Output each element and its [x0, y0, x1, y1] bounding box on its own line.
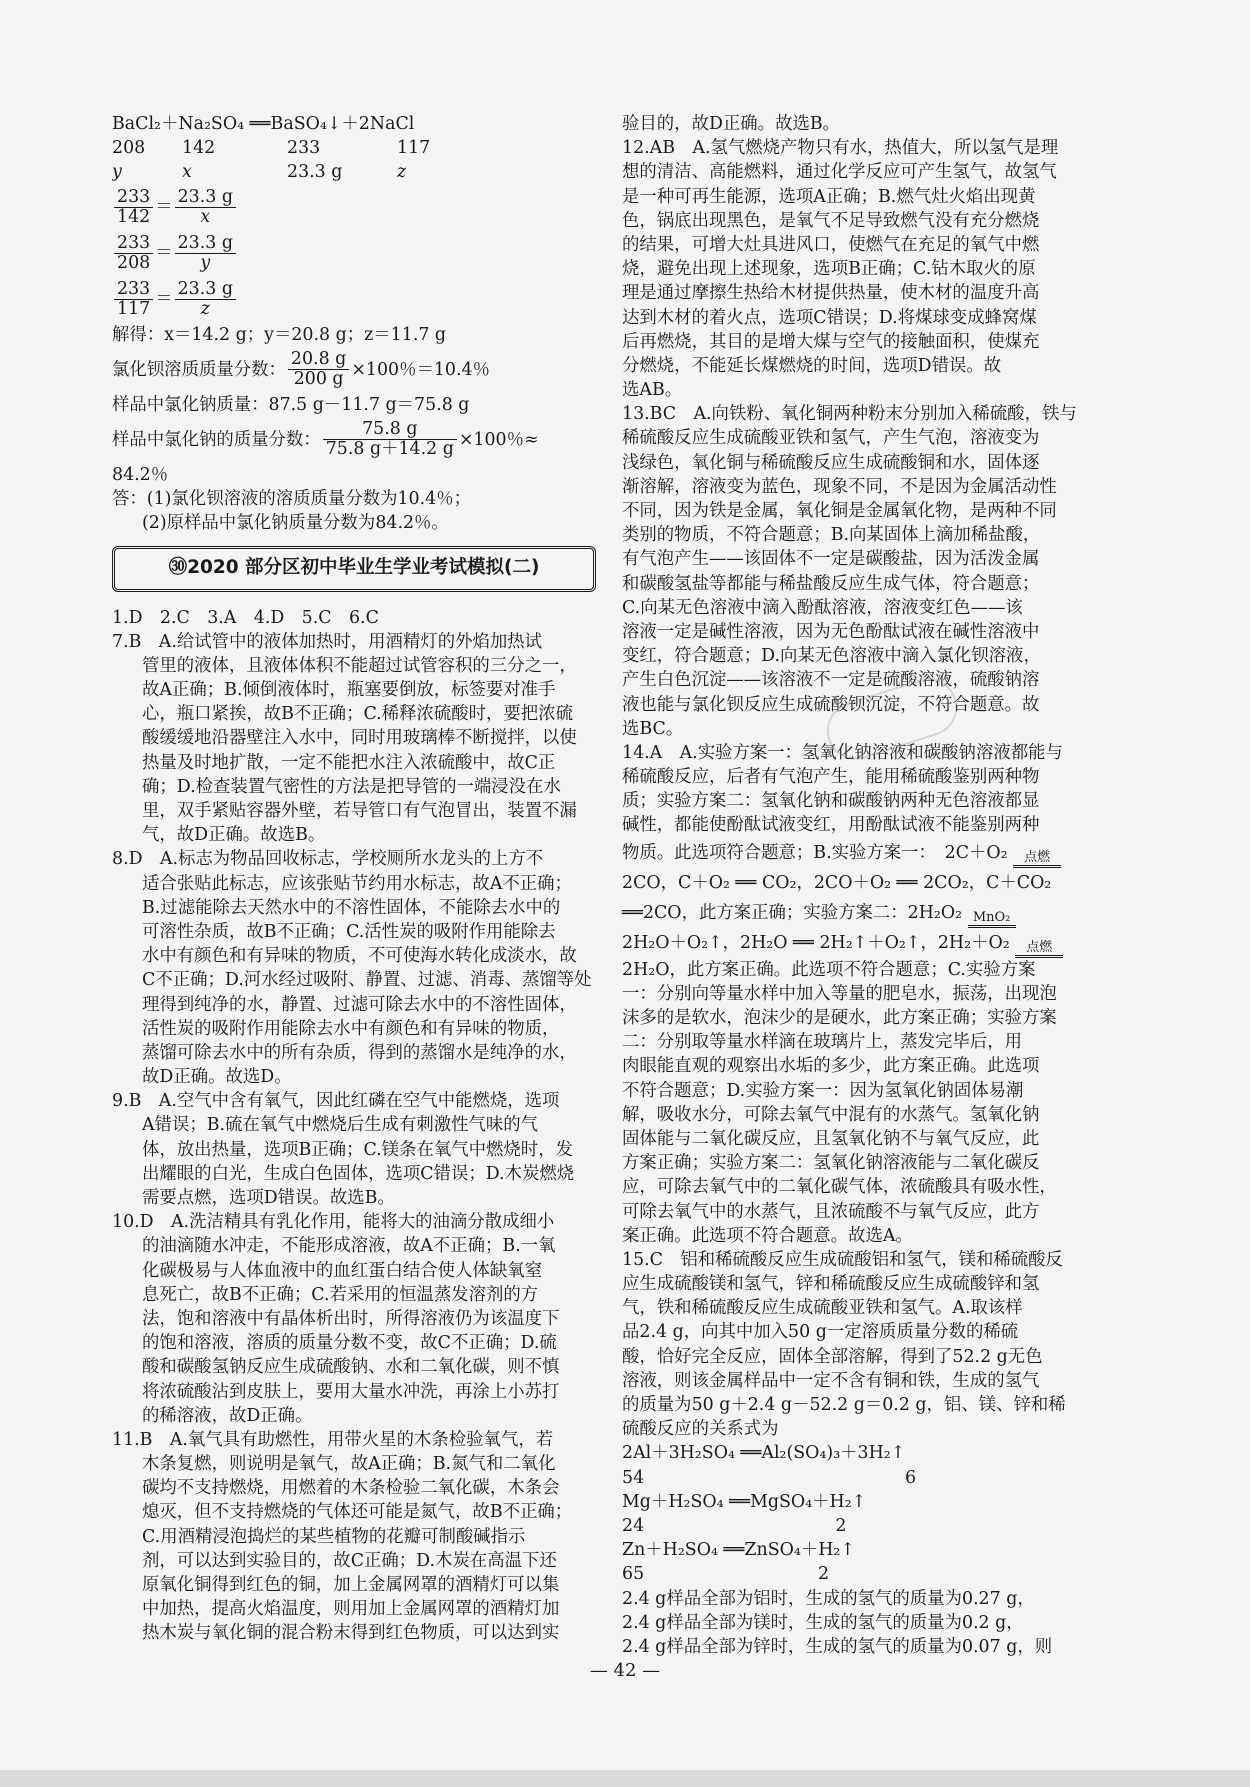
explanation-line: 溶液一定是碱性溶液，因为无色酚酞试液在碱性溶液中	[622, 621, 1040, 642]
explanation-line: 将浓硫酸沾到皮肤上，要用大量水冲洗，再涂上小苏打	[142, 1381, 560, 1402]
explanation-line: 气，故D正确。故选B。	[142, 825, 326, 846]
explanation-line: Mg＋H₂SO₄ ══MgSO₄＋H₂↑	[622, 1491, 867, 1512]
explanation-line: 类别的物质，不符合题意；B.向某固体上滴加稀盐酸，	[622, 525, 1041, 546]
explanation-line: 的质量为50 g＋2.4 g－52.2 g＝0.2 g，铝、镁、锌和稀	[622, 1395, 1066, 1415]
equation-line-1: 物质。此选项符合题意；B.实验方案一： 2C＋O₂ 点燃	[622, 838, 1162, 868]
explanation-line: 达到木材的着火点，选项C错误；D.将煤球变成蜂窝煤	[622, 307, 1037, 328]
ratio-equation-x: $\frac{233}{142}$ ＝ $\frac{23.3 g}{x}$	[112, 185, 607, 231]
explanation-line: 的油滴随水冲走，不能形成溶液，故A不正确；B.一氧	[142, 1236, 556, 1257]
condition-catalyst: MnO₂	[968, 911, 1016, 928]
explanation-line: 碳均不支持燃烧，用燃着的木条检验二氧化碳，木条会	[142, 1478, 560, 1499]
explanation-line: 54 6	[622, 1467, 917, 1488]
explanation-line: 里，双手紧贴容器外壁，若导管口有气泡冒出，装置不漏	[142, 801, 577, 821]
explanation-line: 管里的液体，且液体体积不能超过试管容积的三分之一，	[142, 655, 577, 676]
explanation-line: C.用酒精浸泡捣烂的某些植物的花瓣可制酸碱指示	[142, 1526, 526, 1547]
explanation-line: 溶液，则该金属样品中一定不含有铜和铁，生成的氢气	[622, 1370, 1040, 1391]
explanation-line: 是一种可再生能源，选项A正确；B.燃气灶火焰出现黄	[622, 186, 1036, 207]
equation-line-4: 2H₂O＋O₂↑，2H₂O ══ 2H₂↑＋O₂↑，2H₂＋O₂ 点燃	[622, 928, 1162, 958]
explanation-line: 理是通过摩擦生热给木材提供热量，使木材的温度升高	[622, 283, 1040, 304]
explanation-line: 体，放出热量，选项B正确；C.镁条在氧气中燃烧时，发	[142, 1139, 573, 1160]
explanation-line: 13.BC A.向铁粉、氧化铜两种粉末分别加入稀硫酸，铁与	[622, 404, 1077, 425]
explanation-line: C不正确；D.河水经过吸附、静置、过滤、消毒、蒸馏等处	[142, 970, 592, 991]
solution-values: 解得：x＝14.2 g；y＝20.8 g；z＝11.7 g	[112, 324, 447, 345]
condition-ignite-2: 点燃	[1015, 941, 1063, 958]
explanation-line: 8.D A.标志为物品回收标志，学校厕所水龙头的上方不	[112, 849, 544, 870]
explanation-line: 12.AB A.氢气燃烧产物只有水，热值大，所以氢气是理	[622, 138, 1059, 159]
scan-edge	[0, 1770, 1250, 1787]
explanation-line: 产生白色沉淀——该溶液不一定是硫酸溶液，硫酸钠溶	[622, 670, 1040, 691]
explanation-line: 烧，避免出现上述现象，选项B正确；C.钻木取火的原	[622, 259, 1036, 280]
explanation-line: 适合张贴此标志，应该张贴节约用水标志，故A不正确；	[142, 873, 572, 894]
reaction-equation: BaCl₂＋Na₂SO₄ ══BaSO₄↓＋2NaCl	[112, 114, 415, 134]
explanation-line: 65 2	[622, 1564, 830, 1585]
explanation-line: 熄灭，但不支持燃烧的气体还可能是氮气，故B不正确；	[142, 1502, 573, 1523]
explanation-line: 原氧化铜得到红色的铜，加上金属网罩的酒精灯可以集	[142, 1575, 560, 1595]
explanation-line: 后再燃烧，其目的是增大煤与空气的接触面积，使煤充	[622, 331, 1040, 352]
explanation-line: 浅绿色，氧化铜与稀硫酸反应生成硫酸铜和水，固体逐	[622, 452, 1040, 473]
condition-ignite: 点燃	[1013, 851, 1061, 868]
explanation-line: 品2.4 g，向其中加入50 g一定溶质质量分数的稀硫	[622, 1322, 1019, 1343]
explanation-line: 和碳酸氢盐等都能与稀盐酸反应生成气体，符合题意；	[622, 573, 1040, 594]
explanation-line: 2.4 g样品全部为镁时，生成的氢气的质量为0.2 g，	[622, 1612, 1024, 1633]
explanation-line: 故D正确。故选D。	[142, 1067, 292, 1088]
explanation-line: 分燃烧，不能延长煤燃烧的时间，选项D错误。故	[622, 355, 1002, 376]
explanation-line: 不符合题意；D.实验方案一：因为氢氧化钠固体易潮	[622, 1080, 1024, 1101]
nacl-fraction-result: 84.2％	[112, 464, 169, 485]
explanation-line: 验目的，故D正确。故选B。	[622, 114, 841, 134]
explanation-line: 有气泡产生——该固体不一定是碳酸盐，因为活泼金属	[622, 549, 1040, 570]
explanation-line: 14.A A.实验方案一：氢氧化钠溶液和碳酸钠溶液都能与	[622, 742, 1063, 763]
explanation-line: 解，吸收水分，可除去氧气中混有的水蒸气。氢氧化钠	[622, 1104, 1040, 1125]
explanation-line: 液也能与氯化钡反应生成硫酸钡沉淀，不符合题意。故	[622, 694, 1040, 715]
bacl2-mass-fraction: 氯化钡溶质质量分数： $\frac{20.8 g}{200 g}$ ×100％＝10.4％	[112, 349, 490, 390]
explanation-line: 24 2	[622, 1515, 847, 1536]
explanation-line: 法，饱和溶液中有晶体析出时，所得溶液仍为该温度下	[142, 1308, 560, 1329]
explanation-line: 10.D A.洗洁精具有乳化作用，能将大的油滴分散成细小	[112, 1212, 555, 1233]
page-number: — 42 —	[589, 1660, 661, 1681]
left-column	[112, 112, 607, 1646]
explanation-line: 水中有颜色和有异味的物质，不可使海水转化成淡水，故	[142, 946, 577, 967]
explanation-line: 沫多的是软水，泡沫少的是硬水，此方案正确；实验方案	[622, 1008, 1057, 1028]
explanation-line: 稀硫酸反应生成硫酸亚铁和氢气，产生气泡，溶液变为	[622, 428, 1040, 449]
explanation-line: 心，瓶口紧挨，故B不正确；C.稀释浓硫酸时，要把浓硫	[142, 704, 573, 725]
explanation-line: 硫酸反应的关系式为	[622, 1419, 779, 1440]
answer-line-1: 答：(1)氯化钡溶液的溶质质量分数为10.4％；	[112, 489, 471, 510]
explanation-line: B.过滤能除去天然水中的不溶性固体，不能除去水中的	[142, 897, 561, 918]
explanation-line: 酸和碳酸氢钠反应生成硫酸钠、水和二氧化碳，则不慎	[142, 1357, 560, 1378]
explanation-line: 应生成硫酸镁和氢气，锌和稀硫酸反应生成硫酸锌和氢	[622, 1274, 1040, 1295]
explanation-line: 的饱和溶液，溶质的质量分数不变，故C不正确；D.硫	[142, 1333, 557, 1354]
explanation-line: 木条复燃，则说明是氧气，故A正确；B.氮气和二氧化	[142, 1454, 556, 1475]
explanation-line: 2.4 g样品全部为铝时，生成的氢气的质量为0.27 g，	[622, 1588, 1035, 1609]
explanation-line: 的稀溶液，故D正确。	[142, 1405, 313, 1426]
explanation-line: 热量及时地扩散，一定不能把水注入浓硫酸中，故C正	[142, 752, 556, 773]
explanation-line: 酸，恰好完全反应，固体全部溶解，得到了52.2 g无色	[622, 1346, 1043, 1367]
explanation-line: 7.B A.给试管中的液体加热时，用酒精灯的外焰加热试	[112, 631, 543, 652]
section-title: ㉚2020 部分区初中毕业生学业考试模拟(二)	[112, 546, 596, 592]
explanation-line: 的结果，可增大灶具进风口，使燃气在充足的氧气中燃	[622, 234, 1040, 255]
explanation-line: 活性炭的吸附作用能除去水中有颜色和有异味的物质，	[142, 1018, 560, 1039]
explanation-line: 酸缓缓地沿器壁注入水中，同时用玻璃棒不断搅拌，以使	[142, 728, 577, 749]
explanation-line: 出耀眼的白光，生成白色固体，选项C错误；D.木炭燃烧	[142, 1163, 575, 1184]
explanation-line: 一：分别向等量水样中加入等量的肥皂水，振荡，出现泡	[622, 983, 1057, 1004]
explanation-line: 剂，可以达到实验目的，故C正确；D.木炭在高温下还	[142, 1550, 557, 1571]
explanation-line: 11.B A.氧气具有助燃性，用带火星的木条检验氧气，若	[112, 1429, 554, 1450]
explanation-line: 稀硫酸反应，后者有气泡产生，能用稀硫酸鉴别两种物	[622, 767, 1040, 788]
explanation-line: 色，锅底出现黑色，是氧气不足导致燃气没有充分燃烧	[622, 210, 1040, 231]
answer-line-2: (2)原样品中氯化钠质量分数为84.2％。	[142, 513, 449, 534]
explanations-14-15	[622, 958, 1162, 1659]
explanation-line: 应，可除去氧气中的二氧化碳气体，浓硫酸具有吸水性，	[622, 1177, 1057, 1198]
molar-mass-row: 208 142 233 117	[112, 138, 431, 159]
equation-line-2: 2CO，C＋O₂ ══ CO₂，2CO＋O₂ ══ 2CO₂，C＋CO₂	[622, 872, 1052, 893]
explanation-line: 确；D.检查装置气密性的方法是把导管的一端浸没在水	[142, 776, 561, 797]
ratio-equation-y: $\frac{233}{208}$ ＝ $\frac{23.3 g}{y}$	[112, 231, 607, 277]
explanation-line: 固体能与二氧化碳反应，且氢氧化钠不与氧气反应，此	[622, 1128, 1040, 1149]
explanation-line: 2Al＋3H₂SO₄ ══Al₂(SO₄)₃＋3H₂↑	[622, 1443, 906, 1464]
explanation-line: 渐溶解，溶液变为蓝色，现象不同，不是因为金属活动性	[622, 476, 1057, 497]
explanation-line: 可除去氧气中的水蒸气，且浓硫酸不与氧气反应，此方	[622, 1201, 1040, 1222]
explanation-line: 质；实验方案二：氢氧化钠和碳酸钠两种无色溶液都显	[622, 791, 1040, 812]
explanation-line: 息死亡，故B不正确；C.若采用的恒温蒸发溶剂的方	[142, 1284, 539, 1305]
ratio-equation-z: $\frac{233}{117}$ ＝ $\frac{23.3 g}{z}$	[112, 277, 607, 323]
answer-explanations	[112, 630, 607, 1646]
explanation-line: 蒸馏可除去水中的所有杂质，得到的蒸馏水是纯净的水，	[142, 1042, 577, 1063]
explanation-line: 2.4 g样品全部为锌时，生成的氢气的质量为0.07 g，则	[622, 1636, 1053, 1657]
explanation-line: 理得到纯净的水，静置、过滤可除去水中的不溶性固体，	[142, 994, 577, 1015]
explanation-line: 碱性，都能使酚酞试液变红，用酚酞试液不能鉴别两种	[622, 815, 1040, 836]
explanation-line: 化碳极易与人体血液中的血红蛋白结合使人体缺氧窒	[142, 1260, 542, 1281]
explanation-line: 方案正确；实验方案二：氢氧化钠溶液能与二氧化碳反	[622, 1153, 1040, 1174]
explanation-line: 2H₂O，此方案正确。此选项不符合题意；C.实验方案	[622, 959, 1036, 980]
explanation-line: 气，铁和稀硫酸反应生成硫酸亚铁和氢气。A.取该样	[622, 1298, 1023, 1319]
explanation-line: 热木炭与氧化铜的混合粉末得到红色物质，可以达到实	[142, 1623, 560, 1644]
explanation-line: 变红，符合题意；D.向某无色溶液中滴入氯化钡溶液，	[622, 646, 1041, 667]
explanation-line: 案正确。此选项不符合题意。故选A。	[622, 1225, 913, 1246]
right-column	[622, 112, 1162, 1659]
multiple-choice-answers: 1.D 2.C 3.A 4.D 5.C 6.C	[112, 607, 379, 628]
explanation-line: 不同，因为铁是金属，氧化铜是金属氧化物，是两种不同	[622, 501, 1057, 521]
explanation-line: 故A正确；B.倾倒液体时，瓶塞要倒放，标签要对准手	[142, 680, 556, 701]
explanation-line: Zn＋H₂SO₄ ══ZnSO₄＋H₂↑	[622, 1540, 855, 1561]
explanation-line: 可溶性杂质，故B不正确；C.活性炭的吸附作用能除去	[142, 921, 556, 942]
variable-row: y x 23.3 g z	[112, 162, 407, 183]
explanation-line: A错误；B.硫在氧气中燃烧后生成有刺激性气味的气	[142, 1115, 539, 1136]
explanation-line: 需要点燃，选项D错误。故选B。	[142, 1188, 395, 1208]
explanation-line: 选BC。	[622, 718, 684, 739]
explanation-line: 想的清洁、高能燃料，通过化学反应可产生氢气，故氢气	[622, 162, 1057, 183]
explanation-line: 选AB。	[622, 380, 683, 401]
explanation-line: 二：分别取等量水样滴在玻璃片上，蒸发完毕后，用	[622, 1032, 1022, 1053]
explanation-line: C.向某无色溶液中滴入酚酞溶液，溶液变红色——该	[622, 597, 1023, 618]
explanation-line: 9.B A.空气中含有氧气，因此红磷在空气中能燃烧，选项	[112, 1091, 560, 1112]
explanation-line: 肉眼能直观的观察出水垢的多少，此方案正确。此选项	[622, 1056, 1040, 1077]
explanation-line: 中加热，提高火焰温度，则用加上金属网罩的酒精灯加	[142, 1599, 560, 1620]
nacl-mass: 样品中氯化钠质量：87.5 g－11.7 g＝75.8 g	[112, 394, 470, 415]
nacl-mass-fraction: 样品中氯化钠的质量分数： $\frac{75.8 g}{75.8 g+14.2 g}$ ×100％≈	[112, 419, 539, 460]
explanation-line: 15.C 铝和稀硫酸反应生成硫酸铝和氢气，镁和稀硫酸反	[622, 1249, 1063, 1270]
equation-line-3: ══2CO，此方案正确；实验方案二：2H₂O₂ MnO₂	[622, 898, 1162, 928]
